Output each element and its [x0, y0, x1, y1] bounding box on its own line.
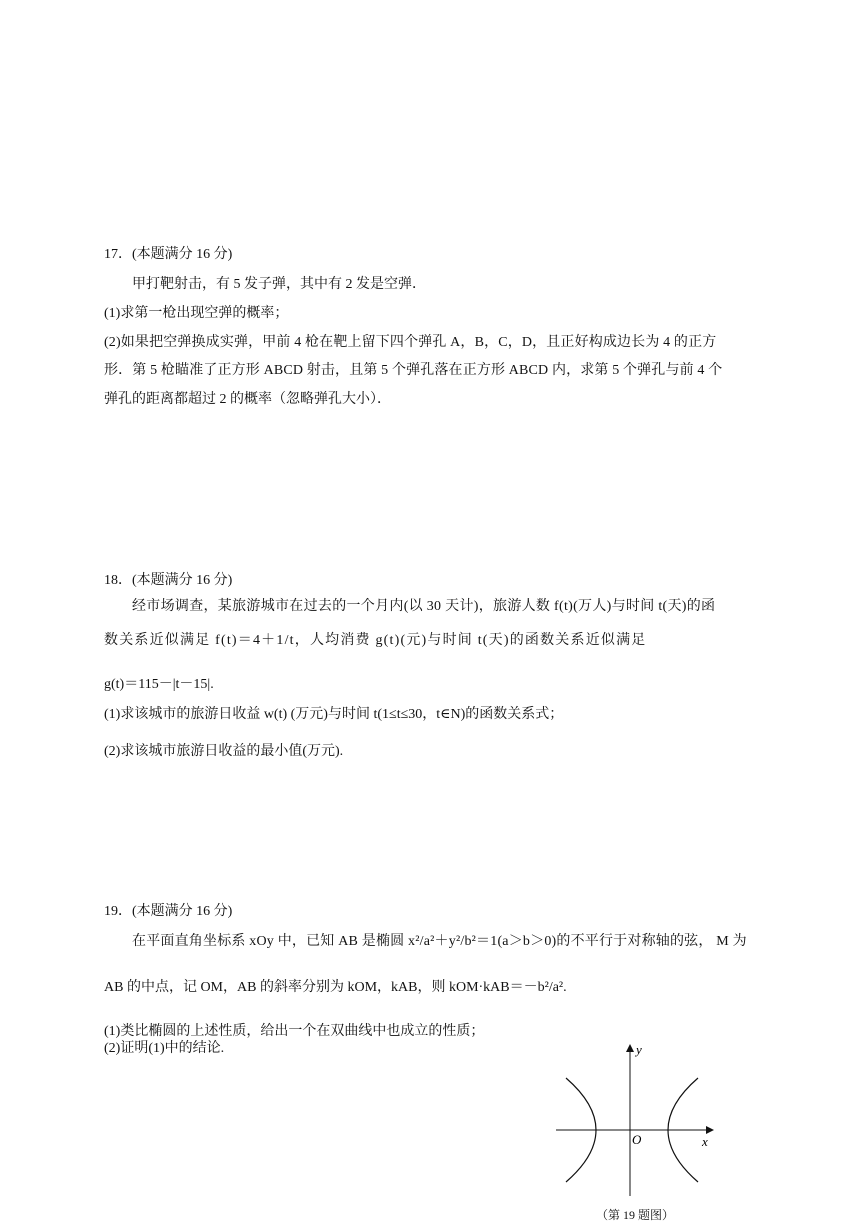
q19-part1: (1)类比椭圆的上述性质，给出一个在双曲线中也成立的性质；: [104, 1024, 485, 1039]
q17-part2-line3: 弹孔的距离都超过 2 的概率（忽略弹孔大小）．: [104, 392, 391, 407]
hyperbola-figure: [548, 1040, 728, 1200]
figure-caption: （第 19 题图）: [596, 1208, 675, 1222]
x-axis-label: x: [702, 1134, 708, 1149]
q19-line2: AB 的中点，记 OM，AB 的斜率分别为 kOM，kAB，则 kOM·kAB＝－b²/a².: [104, 980, 567, 995]
q19-header: 19．(本题满分 16 分): [104, 904, 233, 919]
q17-intro: 甲打靶射击，有 5 发子弹，其中有 2 发是空弹．: [132, 277, 426, 292]
q18-line1: 经市场调查，某旅游城市在过去的一个月内(以 30 天计)，旅游人数 f(t)(万人)与时间 t(天)的函: [132, 599, 716, 614]
q18-line2: 数关系近似满足 f(t)＝4＋1/t，人均消费 g(t)(元)与时间 t(天)的函数关系近似满足: [104, 633, 647, 648]
q18-line3: g(t)＝115－|t－15|.: [104, 677, 214, 692]
q17-header: 17．(本题满分 16 分): [104, 247, 233, 262]
q19-part2: (2)证明(1)中的结论.: [104, 1041, 225, 1056]
q19-line1: 在平面直角坐标系 xOy 中，已知 AB 是椭圆 x²/a²＋y²/b²＝1(a＞b＞0)的不平行于对称轴的弦， M 为: [132, 934, 747, 949]
y-axis-label: y: [636, 1042, 642, 1057]
q17-part1: (1)求第一枪出现空弹的概率；: [104, 306, 289, 321]
q18-part1: (1)求该城市的旅游日收益 w(t) (万元)与时间 t(1≤t≤30，t∈N)的函数关系式；: [104, 707, 564, 722]
q17-part2-line1: (2)如果把空弹换成实弹，甲前 4 枪在靶上留下四个弹孔 A，B，C，D，且正好构成边长为 4 的正方: [104, 335, 717, 350]
q18-header: 18．(本题满分 16 分): [104, 573, 233, 588]
q17-part2-line2: 形．第 5 枪瞄准了正方形 ABCD 射击，且第 5 个弹孔落在正方形 ABCD 内，求第 5 个弹孔与前 4 个: [104, 363, 723, 378]
origin-label: O: [632, 1132, 642, 1147]
q18-part2: (2)求该城市旅游日收益的最小值(万元).: [104, 744, 344, 759]
